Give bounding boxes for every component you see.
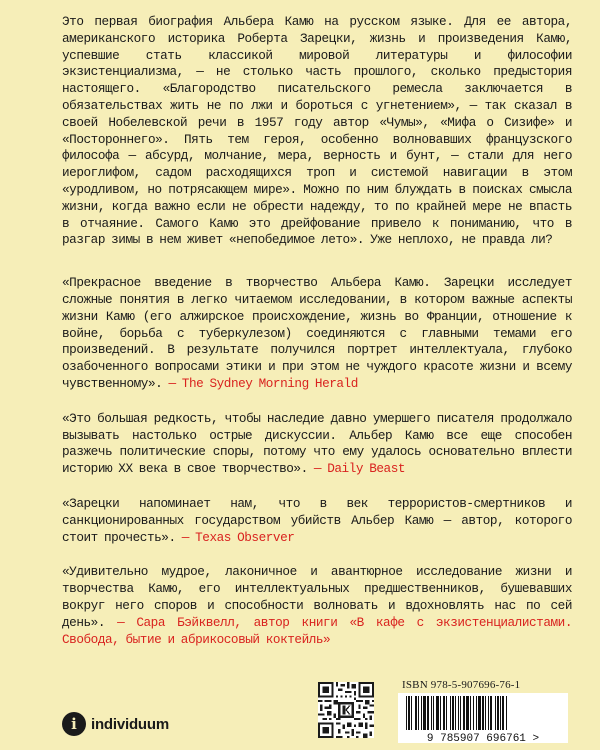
review-source: — Сара Бэйквелл, автор книги «В кафе с экзистенциалистами. Свобода, бытие и абрикосовый коктейль»: [62, 614, 572, 647]
info-icon: i: [62, 712, 86, 736]
review-quote-1: [62, 275, 572, 393]
review-quote-2: [62, 411, 572, 478]
cover-footer: [0, 676, 600, 750]
barcode-digits: 9 785907 696761 >: [426, 733, 540, 743]
publisher-name: individuum: [91, 715, 169, 733]
review-source: — Texas Observer: [181, 529, 295, 545]
publisher-logo: [62, 712, 169, 736]
review-source: — Daily Beast: [313, 461, 406, 477]
barcode-icon: [398, 693, 568, 743]
qr-code-icon: [318, 682, 374, 738]
isbn-label: ISBN 978-5-907696-76-1: [402, 679, 521, 691]
review-text: «Удивительно мудрое, лаконичное и авантюрное исследование жизни и творчества Камю, его интеллектуальных предшественников, бушевавших вокруг него споров и способности волновать и вдохновлять нас по сей день».: [62, 564, 572, 630]
review-source: — The Sydney Morning Herald: [168, 375, 358, 391]
review-quote-4: [62, 564, 572, 648]
book-description: Это первая биография Альбера Камю на русском языке. Для ее автора, американского историка Роберта Зарецки, жизнь и произведения Камю, успевшие стать классикой мировой литературы и философии экзистенциализма, — не столько часть прошлого, сколько предыстория настоящего. «Благородство писательского ремесла заключается в обязательствах жить не по лжи и бороться с угнетением», — так сказал в своей Нобелевской речи в 1957 году автор «Чумы», «Мифа о Сизифе» и «Постороннего». Пять тем героя, особенно волновавших французского философа — абсурд, молчание, мера, верность и бунт, — стали для него иероглифом, садом расходящихся троп и системой навигации в этом «уродливом, но потрясающем мире». Можно по ним блуждать в поисках смысла жизни, когда важно если не обрести надежду, то по крайней мере не впасть в отчаяние. Самого Камю это дрейфование привело к пониманию, что в разгар зимы в нем живет «непобедимое лето». Уже неплохо, не правда ли?: [62, 14, 572, 248]
review-text: «Зарецки напоминает нам, что в век террористов-смертников и санкционированных государством убийств Альбер Камю — автор, которого стоит прочесть».: [62, 495, 572, 545]
review-quote-3: [62, 496, 572, 546]
cover-text: [62, 14, 572, 666]
review-text: «Это большая редкость, чтобы наследие давно умершего писателя продолжало вызывать настолько острые дискуссии. Альбер Камю все еще способен разжечь политические споры, потому что ему удалось основательно вплести историю XX века в свое творчество».: [62, 410, 572, 477]
review-text: «Прекрасное введение в творчество Альбера Камю. Зарецки исследует сложные понятия в легко читаемом исследовании, в котором важные аспекты жизни Камю (его алжирское происхождение, жизнь во Франции, отношение к войне, борьба с туберкулезом) соединяются с главными темами его произведений. В результате получился портрет интеллектуала, глубоко озабоченного вопросами этики и при этом не чуждого красоте жизни и всему чувственному».: [62, 275, 572, 391]
